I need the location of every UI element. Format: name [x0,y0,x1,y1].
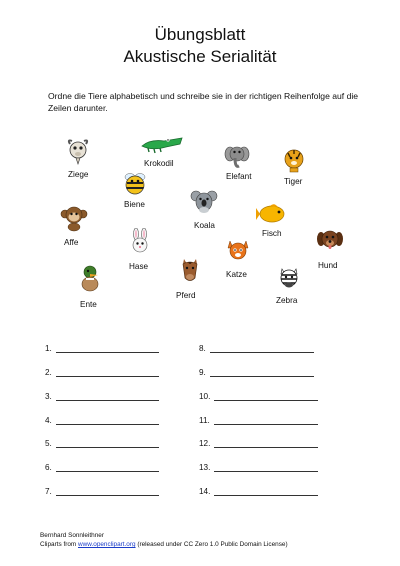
answer-blank[interactable] [214,438,318,448]
label-krokodil: Krokodil [144,159,174,168]
tiger-icon [280,146,308,174]
label-ente: Ente [80,300,97,309]
answer-blank[interactable] [56,343,159,353]
label-zebra: Zebra [276,296,298,305]
answer-line-5[interactable] [45,436,159,448]
answer-blank[interactable] [56,462,159,472]
answer-number: 7. [45,487,52,496]
answer-line-4[interactable] [45,413,159,425]
zebra-icon [275,264,303,292]
goat-icon [64,138,92,166]
page-title [0,24,400,68]
rabbit-icon [126,228,154,256]
label-biene: Biene [124,200,145,209]
credits-prefix: Cliparts from [40,541,78,548]
crocodile-icon [140,130,184,158]
elephant-icon [223,142,251,170]
answer-line-6[interactable] [45,460,159,472]
label-elefant: Elefant [226,172,252,181]
koala-icon [190,188,218,216]
answer-blank[interactable] [214,415,318,425]
answer-number: 8. [199,344,206,353]
answer-blank[interactable] [56,438,159,448]
answer-number: 13. [199,463,211,472]
answer-number: 9. [199,368,206,377]
answer-line-9[interactable] [199,365,314,377]
answer-line-12[interactable] [199,436,318,448]
answer-number: 5. [45,439,52,448]
answer-number: 6. [45,463,52,472]
answer-line-8[interactable] [199,341,314,353]
title-line-1: Übungsblatt [154,25,246,44]
cat-icon [224,236,252,264]
answer-number: 10. [199,392,211,401]
label-hase: Hase [129,262,149,271]
answer-line-2[interactable] [45,365,159,377]
label-hund: Hund [318,261,338,270]
label-affe: Affe [64,238,79,247]
answer-blank[interactable] [56,486,159,496]
answer-line-10[interactable] [199,389,318,401]
answer-line-1[interactable] [45,341,159,353]
answer-line-14[interactable] [199,484,318,496]
credits-suffix: (released under CC Zero 1.0 Public Domain License) [135,541,288,548]
horse-icon [176,256,204,284]
label-koala: Koala [194,221,215,230]
answer-blank[interactable] [214,391,318,401]
answer-line-3[interactable] [45,389,159,401]
answer-number: 4. [45,416,52,425]
footer [40,531,288,549]
answer-blank[interactable] [56,367,159,377]
dog-icon [316,226,344,254]
answer-blank[interactable] [56,415,159,425]
answer-blank[interactable] [56,391,159,401]
answer-line-11[interactable] [199,413,318,425]
answer-blank[interactable] [214,462,318,472]
label-katze: Katze [226,270,247,279]
answer-number: 14. [199,487,211,496]
label-fisch: Fisch [262,229,282,238]
footer-author: Bernhard Sonnleithner [40,532,104,539]
title-line-2: Akustische Serialität [123,47,277,66]
footer-credits [40,540,288,549]
label-tiger: Tiger [284,177,303,186]
answer-blank[interactable] [210,343,314,353]
answer-number: 3. [45,392,52,401]
answer-number: 1. [45,344,52,353]
answer-blank[interactable] [214,486,318,496]
instruction-text: Ordne die Tiere alphabetisch und schreibe sie in der richtigen Reihenfolge auf die Zeilen darunter. [48,91,359,113]
answer-line-13[interactable] [199,460,318,472]
answer-blank[interactable] [210,367,314,377]
duck-icon [76,264,104,292]
monkey-icon [60,204,88,232]
bee-icon [121,170,149,198]
answer-number: 2. [45,368,52,377]
openclipart-link[interactable]: www.openclipart.org [78,541,136,548]
answer-number: 11. [199,416,210,425]
answer-number: 12. [199,439,211,448]
label-pferd: Pferd [176,291,196,300]
fish-icon [256,200,288,228]
answer-line-7[interactable] [45,484,159,496]
label-ziege: Ziege [68,170,89,179]
